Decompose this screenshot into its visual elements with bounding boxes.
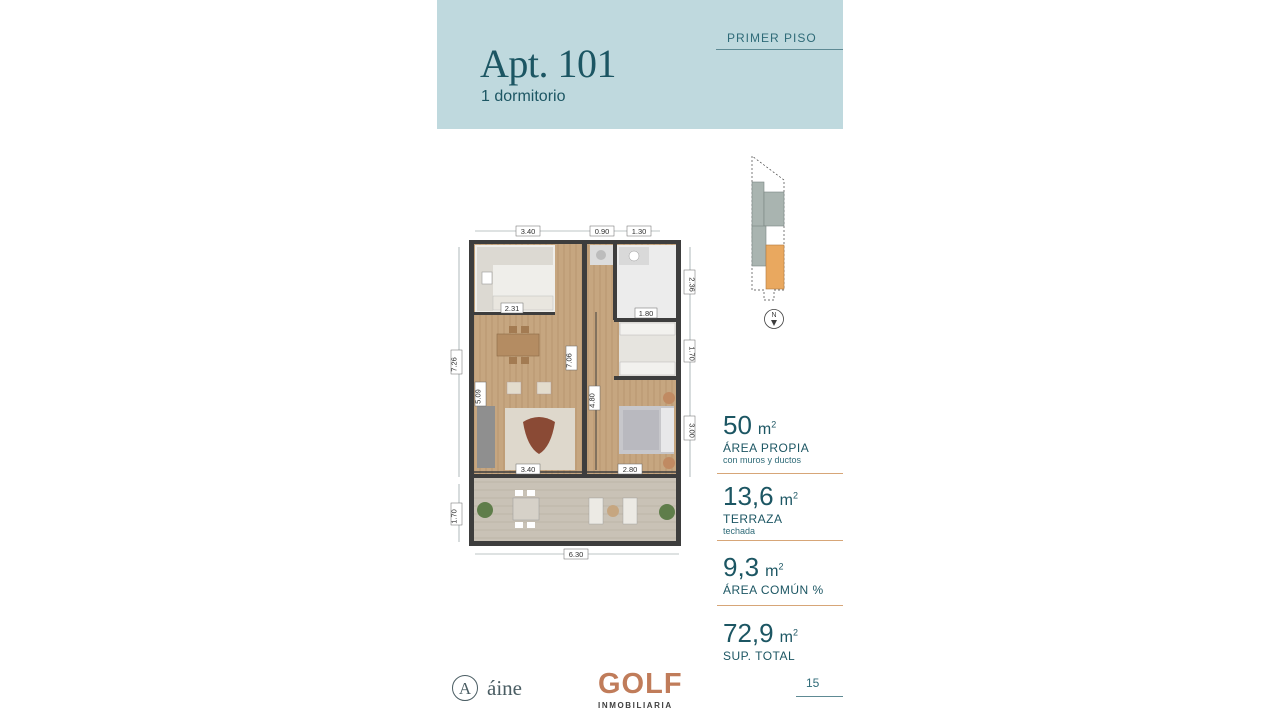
apartment-title: Apt. 101: [480, 41, 616, 86]
area-divider: [717, 473, 843, 474]
golf-logo: [598, 670, 683, 710]
area-terrace: [723, 483, 843, 536]
area-own-value: 50 $m^2$: [723, 410, 777, 440]
area-divider: [717, 605, 843, 606]
dim-label: 4.80: [587, 393, 597, 408]
dim-label: 3.40: [520, 465, 536, 474]
dim-label: 2.36: [687, 277, 697, 292]
aine-mark-icon: [451, 674, 479, 702]
aine-logo: [451, 674, 522, 702]
area-terrace-note: techada: [723, 526, 756, 536]
dim-label: 0.90: [594, 227, 610, 236]
dim-label: 2.31: [504, 304, 520, 313]
aine-wordmark: áine: [487, 675, 522, 700]
area-total-label: SUP. TOTAL: [723, 649, 796, 663]
page-number: 15: [806, 676, 820, 690]
area-total-value: 72,9 $m^2$: [723, 618, 798, 648]
living-area: [477, 406, 575, 470]
page-rule: [796, 696, 843, 697]
dim-label: 1.30: [631, 227, 647, 236]
dim-label: 5.09: [473, 389, 483, 404]
area-terrace-label: TERRAZA: [723, 512, 783, 526]
floor-label: PRIMER PISO: [727, 31, 817, 45]
apartment-subtitle: 1 dormitorio: [481, 88, 566, 105]
floor-plan: [447, 222, 707, 567]
compass-label: N: [771, 312, 777, 319]
dim-label: 1.80: [638, 309, 654, 318]
dim-label: 2.80: [622, 465, 638, 474]
dim-label: 7.26: [449, 357, 459, 372]
unit-highlight: [766, 245, 784, 289]
plan-sheet: [437, 0, 843, 720]
key-plan: [744, 150, 804, 335]
area-common-label: ÁREA COMÚN %: [723, 583, 824, 597]
terrace: [474, 478, 676, 541]
area-own-label: ÁREA PROPIA: [723, 441, 810, 455]
floor-rule: [716, 49, 843, 50]
area-own-note: con muros y ductos: [723, 455, 802, 465]
dim-label: 1.70: [687, 346, 697, 361]
golf-wordmark: GOLF: [598, 668, 683, 700]
area-total: [723, 620, 843, 663]
dim-label: 6.30: [568, 550, 584, 559]
area-divider: [717, 540, 843, 541]
svg-text:A: A: [458, 679, 472, 698]
dim-label: 3.00: [687, 423, 697, 438]
header-band: [437, 0, 843, 129]
area-terrace-value: 13,6 $m^2$: [723, 481, 798, 511]
dim-label: 1.70: [449, 509, 459, 524]
area-common: [723, 554, 843, 597]
area-common-value: 9,3 $m^2$: [723, 552, 784, 582]
dim-label: 7.06: [564, 353, 574, 368]
area-own: [723, 412, 843, 465]
golf-subtitle: INMOBILIARIA: [598, 701, 673, 710]
dim-label: 3.40: [520, 227, 536, 236]
